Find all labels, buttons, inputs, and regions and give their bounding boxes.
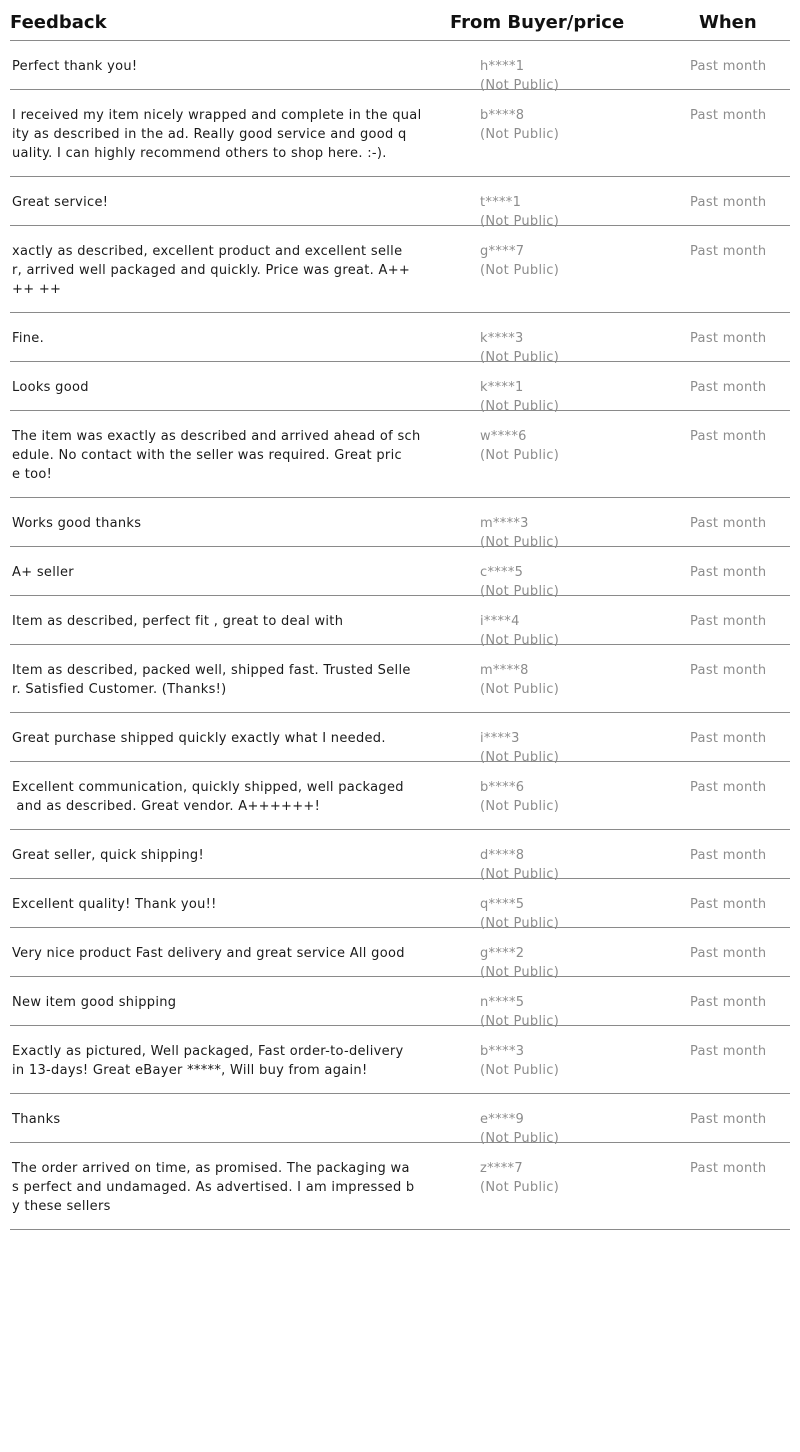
table-row <box>10 977 790 1029</box>
table-row <box>10 362 790 414</box>
feedback-line: ity as described in the ad. Really good service and good q <box>12 127 407 142</box>
feedback-line: A+ seller <box>12 565 74 580</box>
buyer-id: g****2 <box>480 946 525 961</box>
buyer-cell <box>480 427 559 465</box>
feedback-text <box>12 661 432 699</box>
price-visibility-note: (Not Public) <box>480 799 560 814</box>
price-visibility-note: (Not Public) <box>480 750 560 765</box>
feedback-line: Great seller, quick shipping! <box>12 848 204 863</box>
feedback-when: Past month <box>690 848 767 863</box>
feedback-text <box>12 1042 432 1080</box>
feedback-text <box>12 242 432 299</box>
table-row <box>10 596 790 648</box>
feedback-line: Item as described, perfect fit , great to deal with <box>12 614 344 629</box>
feedback-text <box>12 563 432 582</box>
table-row <box>10 879 790 931</box>
feedback-when: Past month <box>690 380 767 395</box>
feedback-line: Works good thanks <box>12 516 142 531</box>
feedback-when: Past month <box>690 780 767 795</box>
table-row <box>10 645 790 713</box>
buyer-id: k****1 <box>480 380 524 395</box>
table-row <box>10 90 790 177</box>
feedback-when: Past month <box>690 614 767 629</box>
buyer-cell <box>480 106 559 144</box>
feedback-line: y these sellers <box>12 1199 111 1214</box>
feedback-text <box>12 193 432 212</box>
feedback-line: uality. I can highly recommend others to shop here. :-). <box>12 146 387 161</box>
feedback-line: Excellent quality! Thank you!! <box>12 897 217 912</box>
feedback-line: and as described. Great vendor. A++++++! <box>12 799 321 814</box>
table-row <box>10 498 790 550</box>
table-row <box>10 928 790 980</box>
price-visibility-note: (Not Public) <box>480 633 560 648</box>
feedback-when: Past month <box>690 565 767 580</box>
buyer-id: h****1 <box>480 59 525 74</box>
feedback-text <box>12 993 432 1012</box>
feedback-text <box>12 1110 432 1129</box>
feedback-when: Past month <box>690 731 767 746</box>
table-row <box>10 1143 790 1230</box>
table-row <box>10 713 790 765</box>
table-row <box>10 177 790 229</box>
buyer-id: z****7 <box>480 1161 523 1176</box>
feedback-text <box>12 378 432 397</box>
buyer-id: w****6 <box>480 429 527 444</box>
feedback-text <box>12 846 432 865</box>
feedback-line: New item good shipping <box>12 995 177 1010</box>
feedback-rows <box>10 41 790 1230</box>
table-row <box>10 1026 790 1094</box>
feedback-text <box>12 612 432 631</box>
buyer-cell <box>480 242 559 280</box>
feedback-column-header: Feedback <box>10 12 107 33</box>
price-visibility-note: (Not Public) <box>480 1014 560 1029</box>
price-visibility-note: (Not Public) <box>480 263 560 278</box>
feedback-line: Fine. <box>12 331 45 346</box>
buyer-id: k****3 <box>480 331 524 346</box>
feedback-when: Past month <box>690 195 767 210</box>
feedback-line: Looks good <box>12 380 89 395</box>
feedback-line: I received my item nicely wrapped and complete in the qual <box>12 108 422 123</box>
buyer-id: t****1 <box>480 195 522 210</box>
price-visibility-note: (Not Public) <box>480 682 560 697</box>
feedback-line: Excellent communication, quickly shipped, well packaged <box>12 780 404 795</box>
feedback-when: Past month <box>690 108 767 123</box>
feedback-when: Past month <box>690 1112 767 1127</box>
feedback-when: Past month <box>690 244 767 259</box>
price-visibility-note: (Not Public) <box>480 448 560 463</box>
buyer-id: g****7 <box>480 244 525 259</box>
feedback-when: Past month <box>690 1161 767 1176</box>
buyer-id: m****3 <box>480 516 529 531</box>
table-row <box>10 1094 790 1146</box>
feedback-text <box>12 427 432 484</box>
feedback-line: Very nice product Fast delivery and great service All good <box>12 946 405 961</box>
buyer-id: d****8 <box>480 848 525 863</box>
price-visibility-note: (Not Public) <box>480 1063 560 1078</box>
price-visibility-note: (Not Public) <box>480 916 560 931</box>
feedback-line: Thanks <box>12 1112 61 1127</box>
feedback-text <box>12 106 432 163</box>
feedback-text <box>12 944 432 963</box>
price-visibility-note: (Not Public) <box>480 867 560 882</box>
table-row <box>10 547 790 599</box>
feedback-when: Past month <box>690 663 767 678</box>
feedback-line: e too! <box>12 467 53 482</box>
buyer-id: c****5 <box>480 565 524 580</box>
feedback-text <box>12 778 432 816</box>
feedback-line: xactly as described, excellent product and excellent selle <box>12 244 403 259</box>
feedback-when: Past month <box>690 429 767 444</box>
feedback-when: Past month <box>690 1044 767 1059</box>
feedback-line: in 13-days! Great eBayer *****, Will buy from again! <box>12 1063 368 1078</box>
buyer-id: e****9 <box>480 1112 525 1127</box>
buyer-id: b****8 <box>480 108 525 123</box>
feedback-when: Past month <box>690 59 767 74</box>
feedback-text <box>12 57 432 76</box>
buyer-id: i****3 <box>480 731 520 746</box>
table-row <box>10 411 790 498</box>
feedback-line: The item was exactly as described and arrived ahead of sch <box>12 429 421 444</box>
feedback-line: The order arrived on time, as promised. The packaging wa <box>12 1161 410 1176</box>
buyer-cell <box>480 778 559 816</box>
feedback-text <box>12 895 432 914</box>
price-visibility-note: (Not Public) <box>480 535 560 550</box>
buyer-column-header: From Buyer/price <box>450 12 625 33</box>
price-visibility-note: (Not Public) <box>480 350 560 365</box>
feedback-when: Past month <box>690 897 767 912</box>
buyer-cell <box>480 1042 559 1080</box>
price-visibility-note: (Not Public) <box>480 78 560 93</box>
feedback-line: Exactly as pictured, Well packaged, Fast order-to-delivery <box>12 1044 404 1059</box>
feedback-table <box>10 0 790 1230</box>
buyer-id: m****8 <box>480 663 529 678</box>
buyer-cell <box>480 1159 559 1197</box>
feedback-when: Past month <box>690 946 767 961</box>
feedback-text <box>12 329 432 348</box>
feedback-line: ++ ++ <box>12 282 62 297</box>
price-visibility-note: (Not Public) <box>480 214 560 229</box>
price-visibility-note: (Not Public) <box>480 1131 560 1146</box>
feedback-line: Item as described, packed well, shipped fast. Trusted Selle <box>12 663 411 678</box>
feedback-line: r, arrived well packaged and quickly. Price was great. A++ <box>12 263 411 278</box>
table-row <box>10 41 790 93</box>
buyer-id: b****3 <box>480 1044 525 1059</box>
feedback-when: Past month <box>690 516 767 531</box>
feedback-text <box>12 729 432 748</box>
buyer-id: b****6 <box>480 780 525 795</box>
buyer-cell <box>480 661 559 699</box>
table-row <box>10 313 790 365</box>
buyer-id: q****5 <box>480 897 525 912</box>
table-header <box>10 0 790 41</box>
buyer-id: n****5 <box>480 995 525 1010</box>
price-visibility-note: (Not Public) <box>480 399 560 414</box>
when-column-header: When <box>699 12 757 33</box>
feedback-text <box>12 514 432 533</box>
buyer-id: i****4 <box>480 614 520 629</box>
feedback-line: Great purchase shipped quickly exactly what I needed. <box>12 731 386 746</box>
price-visibility-note: (Not Public) <box>480 127 560 142</box>
feedback-line: Great service! <box>12 195 109 210</box>
feedback-text <box>12 1159 432 1216</box>
price-visibility-note: (Not Public) <box>480 965 560 980</box>
price-visibility-note: (Not Public) <box>480 584 560 599</box>
feedback-line: r. Satisfied Customer. (Thanks!) <box>12 682 227 697</box>
table-row <box>10 226 790 313</box>
feedback-when: Past month <box>690 995 767 1010</box>
feedback-line: Perfect thank you! <box>12 59 138 74</box>
feedback-line: s perfect and undamaged. As advertised. I am impressed b <box>12 1180 415 1195</box>
feedback-when: Past month <box>690 331 767 346</box>
price-visibility-note: (Not Public) <box>480 1180 560 1195</box>
table-row <box>10 762 790 830</box>
feedback-line: edule. No contact with the seller was required. Great pric <box>12 448 402 463</box>
table-row <box>10 830 790 882</box>
